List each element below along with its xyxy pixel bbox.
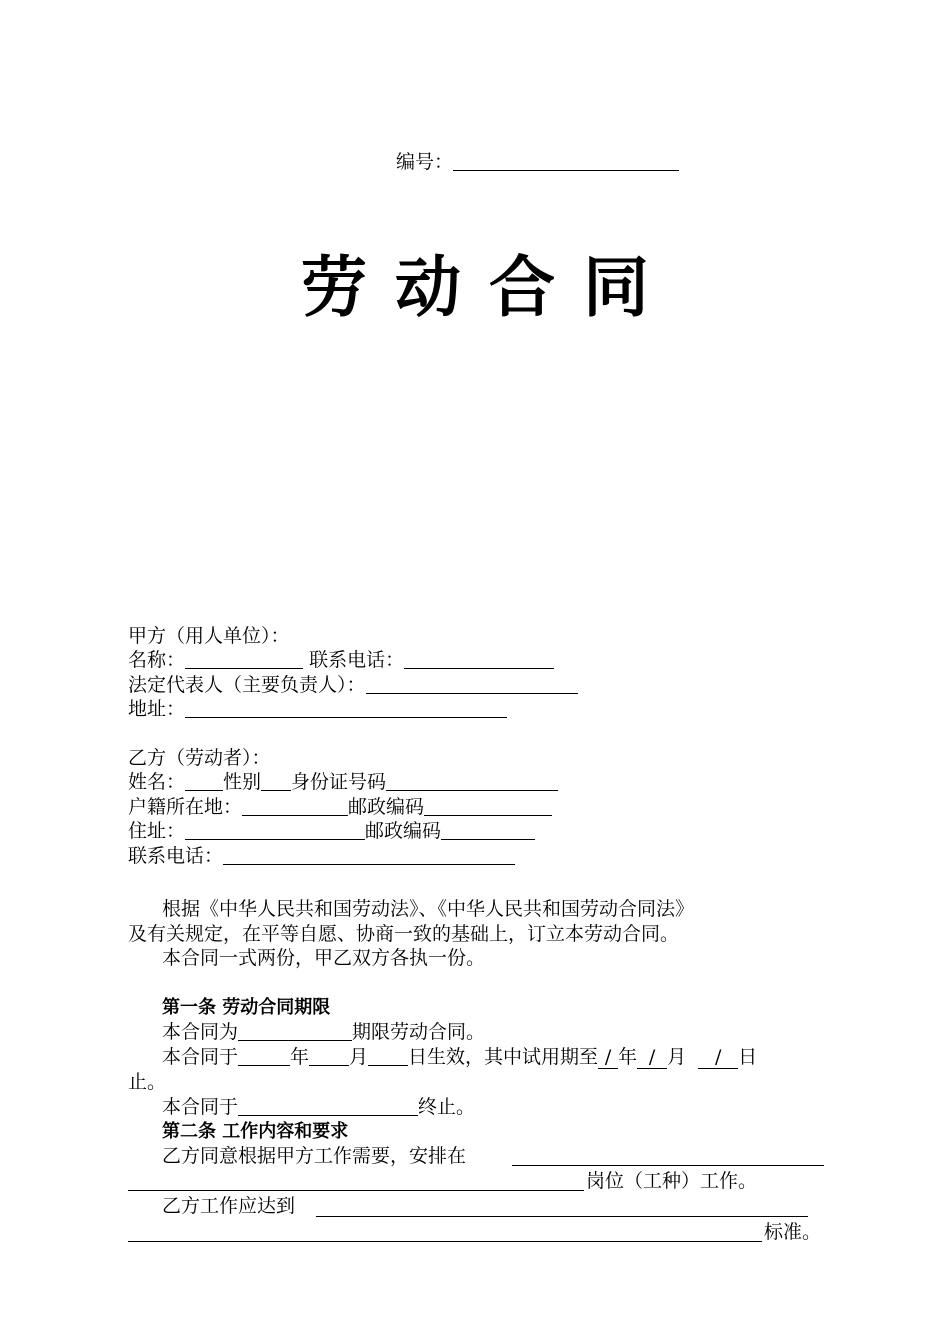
party-b-phone-blank[interactable]: [223, 846, 515, 865]
party-b-huji-row: [128, 795, 552, 819]
party-b-huji-blank[interactable]: [242, 797, 348, 816]
article-1-end-prefix: 本合同于: [162, 1096, 239, 1118]
year-label: 年: [290, 1046, 310, 1068]
preamble-line-2: 及有关规定，在平等自愿、协商一致的基础上，订立本劳动合同。: [128, 923, 680, 945]
party-a-address-blank[interactable]: [185, 699, 507, 718]
party-b-phone-label: 联系电话：: [128, 845, 224, 867]
probation-day-label: 日: [738, 1046, 758, 1068]
article-1-end-suffix: 终止。: [418, 1096, 476, 1118]
preamble-line-3: 本合同一式两份，甲乙双方各执一份。: [162, 947, 486, 969]
party-b-postcode-blank-2[interactable]: [441, 821, 535, 840]
party-b-phone-row: [128, 844, 515, 868]
party-a-name-row: [128, 648, 554, 672]
party-a-address-label: 地址：: [128, 698, 186, 720]
effective-month-blank[interactable]: [309, 1047, 349, 1066]
article-2-assign-prefix: 乙方同意根据甲方工作需要，安排在: [162, 1145, 467, 1167]
probation-day-field[interactable]: /: [698, 1046, 738, 1069]
party-a-phone-blank[interactable]: [404, 650, 554, 669]
party-a-name-blank[interactable]: [185, 650, 303, 669]
party-a-name-label: 名称：: [128, 649, 186, 671]
party-a-rep-row: [128, 673, 578, 697]
party-b-id-label: 身份证号码: [291, 771, 387, 793]
party-a-heading: 甲方（用人单位）：: [128, 625, 290, 647]
party-a-address-row: [128, 697, 507, 721]
party-b-address-row: [128, 819, 535, 843]
party-b-gender-label: 性别: [223, 771, 262, 793]
article-2-heading: 第二条 工作内容和要求: [162, 1121, 349, 1142]
party-b-gender-blank[interactable]: [261, 772, 291, 791]
party-b-postcode-blank[interactable]: [424, 797, 552, 816]
end-date-blank[interactable]: [238, 1097, 418, 1116]
effective-year-blank[interactable]: [238, 1047, 290, 1066]
party-b-name-blank[interactable]: [185, 772, 223, 791]
probation-year-field[interactable]: /: [598, 1046, 618, 1069]
probation-month-label: 月: [667, 1046, 687, 1068]
article-1-term-row: [162, 1020, 485, 1044]
contract-number-line: [396, 150, 679, 174]
party-a-rep-label: 法定代表人（主要负责人）：: [128, 674, 366, 696]
contract-term-blank[interactable]: [238, 1022, 352, 1041]
party-b-name-label: 姓名：: [128, 771, 186, 793]
article-2-assign-row: [162, 1144, 466, 1168]
party-b-postcode-label: 邮政编码: [348, 796, 425, 818]
party-b-id-blank[interactable]: [386, 772, 558, 791]
probation-year-label: 年: [618, 1046, 638, 1068]
preamble-line-1: 根据《中华人民共和国劳动法》、《中华人民共和国劳动合同法》: [162, 898, 695, 920]
standard-blank-2[interactable]: [128, 1241, 762, 1242]
party-a-phone-label: 联系电话：: [309, 649, 405, 671]
article-1-heading: 第一条 劳动合同期限: [162, 997, 331, 1018]
contract-number-blank[interactable]: [453, 152, 679, 171]
party-b-heading: 乙方（劳动者）：: [128, 747, 271, 769]
article-1-effective-row: [162, 1045, 757, 1069]
page-title: 劳动合同: [301, 249, 677, 326]
party-a-rep-blank[interactable]: [366, 675, 578, 694]
article-1-wrap-end: 止。: [128, 1071, 167, 1093]
assign-blank-1[interactable]: [512, 1165, 824, 1166]
article-1-term-suffix: 期限劳动合同。: [352, 1021, 486, 1043]
contract-number-label: 编号：: [396, 151, 454, 173]
party-b-address-blank[interactable]: [185, 821, 365, 840]
article-1-effective-prefix: 本合同于: [162, 1046, 239, 1068]
party-b-name-row: [128, 770, 558, 794]
standard-blank-1[interactable]: [316, 1216, 808, 1217]
probation-month-field[interactable]: /: [637, 1046, 667, 1069]
article-2-standard-suffix: 标准。: [764, 1221, 822, 1243]
article-2-position-suffix: 岗位（工种）工作。: [586, 1170, 758, 1192]
article-1-term-prefix: 本合同为: [162, 1021, 239, 1043]
article-2-standard-prefix: 乙方工作应达到: [162, 1195, 296, 1217]
article-2-standard-row: [162, 1194, 295, 1218]
effective-day-label: 日生效，其中试用期至: [408, 1046, 599, 1068]
article-1-end-row: [162, 1095, 475, 1119]
party-b-address-label: 住址：: [128, 820, 186, 842]
month-label: 月: [349, 1046, 369, 1068]
effective-day-blank[interactable]: [368, 1047, 408, 1066]
party-b-postcode-label-2: 邮政编码: [365, 820, 442, 842]
party-b-huji-label: 户籍所在地：: [128, 796, 243, 818]
assign-blank-2[interactable]: [128, 1190, 584, 1191]
